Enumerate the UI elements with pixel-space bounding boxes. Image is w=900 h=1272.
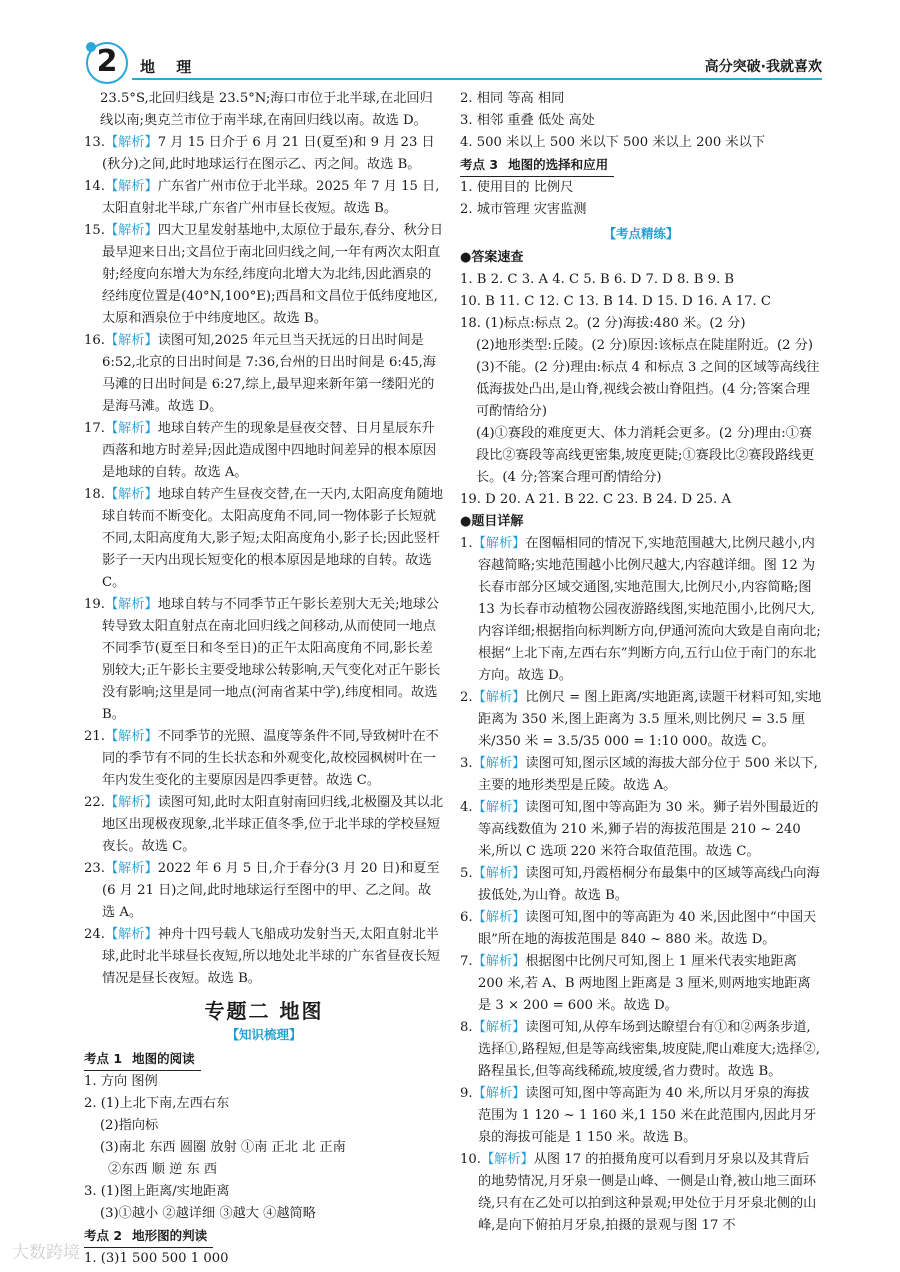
analysis-tag: 【解析】 <box>104 421 158 436</box>
header-rule <box>132 78 822 80</box>
page-header <box>0 0 900 88</box>
analysis-tag: 【解析】 <box>472 756 526 771</box>
answer-item <box>460 907 822 951</box>
key-point-title: 地图的阅读 <box>132 1051 195 1066</box>
analysis-tag: 【解析】 <box>472 536 526 551</box>
watermark-logo: 大数跨境 <box>12 1243 80 1263</box>
answer-text: 7 月 15 日介于 6 月 21 日(夏至)和 9 月 23 日(秋分)之间,此时地球运行在图示乙、丙之间。故选 B。 <box>102 135 435 172</box>
answer-number: 23. <box>84 861 105 876</box>
key-point-number: 考点 2 <box>84 1228 123 1243</box>
header-slogan: 高分突破·我就喜欢 <box>704 59 822 75</box>
answer-number: 13. <box>84 135 105 150</box>
text-line: ②东西 顺 逆 东 西 <box>108 1162 218 1177</box>
answer-item <box>84 132 444 176</box>
text-line: 2. (1)上北下南,左西右东 <box>84 1096 230 1111</box>
analysis-tag: 【解析】 <box>472 1020 526 1035</box>
analysis-tag: 【解析】 <box>472 866 526 881</box>
analysis-tag: 【解析】 <box>104 795 158 810</box>
analysis-tag: 【解析】 <box>104 135 158 150</box>
answer-text: 读图可知,图示区域的海拔大部分位于 500 米以下,主要的地形类型是丘陵。故选 A。 <box>478 756 818 793</box>
text-line: 19. D 20. A 21. B 22. C 23. B 24. D 25. A <box>460 492 731 507</box>
answer-text: 在图幅相同的情况下,实地范围越大,比例尺越小,内容越简略;实地范围越小比例尺越大,内容越详细。图 12 为长春市部分区域交通图,实地范围大,比例尺小,内容简略;图 13 为长春市动植物公园夜游路线图,实地范围小,比例尺大,内容详细;根据指向标判断方向,伊通河流向大致是自南向北;根据“上北下南,左西右东”判断方向,五行山位于南门的东北方向。故选 D。 <box>478 536 821 683</box>
key-point-label <box>84 1225 213 1248</box>
answer-item <box>84 330 444 418</box>
answer-number: 18. <box>84 487 105 502</box>
answer-text: 2022 年 6 月 5 日,介于春分(3 月 20 日)和夏至(6 月 21 日)之间,此时地球运行至图中的甲、乙之间。故选 A。 <box>102 861 440 920</box>
answer-text: 读图可知,图中等高距为 40 米,所以月牙泉的海拔范围为 1 120 ~ 1 160 米,1 150 米在此范围内,因此月牙泉的海拔可能是 1 150 米。故选 B。 <box>478 1086 817 1145</box>
analysis-tag: 【解析】 <box>104 333 158 348</box>
answer-text: 神舟十四号载人飞船成功发射当天,太阳直射北半球,此时北半球昼长夜短,所以地处北半球的广东省昼夜长短情况是昼长夜短。故选 B。 <box>102 927 441 986</box>
text-line: (3)南北 东西 圆圈 放射 ①南 正北 北 正南 <box>100 1140 346 1155</box>
answer-text: 地球自转产生的现象是昼夜交替、日月星辰东升西落和地方时差异;因此造成图中四地时间差异的根本原因是地球的自转。故选 A。 <box>102 421 437 480</box>
key-point-title: 地图的选择和应用 <box>508 157 609 172</box>
answer-number: 14. <box>84 179 105 194</box>
answer-item <box>84 594 444 726</box>
section-label: 【考点精练】 <box>603 226 679 241</box>
answer-item <box>460 533 822 687</box>
answer-text: 四大卫星发射基地中,太原位于最东,春分、秋分日最早迎来日出;文昌位于南北回归线之间,一年有两次太阳直射;经度向东增大为东经,纬度向北增大为北纬,因此酒泉的经纬度位置是(40°N,100°E);西昌和文昌位于低纬度地区,太原和酒泉位于中纬度地区。故选 B。 <box>102 223 444 326</box>
analysis-tag: 【解析】 <box>104 861 158 876</box>
answer-text: 不同季节的光照、温度等条件不同,导致树叶在不同的季节有不同的生长状态和外观变化,故校园枫树叶在一年内发生变化的主要原因是四季更替。故选 C。 <box>102 729 439 788</box>
answer-item <box>84 924 444 990</box>
answer-item <box>84 792 444 858</box>
answer-item <box>460 1083 822 1149</box>
answer-item <box>84 418 444 484</box>
answer-item <box>460 863 822 907</box>
text-line: 18. (1)标点:标点 2。(2 分)海拔:480 米。(2 分) <box>460 316 746 331</box>
answer-text: 读图可知,丹霞梧桐分布最集中的区域等高线凸向海拔低处,为山脊。故选 B。 <box>478 866 820 903</box>
answer-text: 广东省广州市位于北半球。2025 年 7 月 15 日,太阳直射北半球,广东省广州市昼长夜短。故选 B。 <box>102 179 440 216</box>
answer-text: 读图可知,图中等高距为 30 米。狮子岩外围最近的等高线数值为 210 米,狮子岩的海拔范围是 210 ~ 240 米,所以 C 选项 220 米符合取值范围。故选 C。 <box>478 800 819 859</box>
answer-number: 21. <box>84 729 105 744</box>
analysis-tag: 【解析】 <box>472 910 526 925</box>
text-line: 1. 使用目的 比例尺 <box>460 180 574 195</box>
analysis-tag: 【解析】 <box>104 597 158 612</box>
answer-number: 10. <box>460 1152 481 1167</box>
text-line: (2)指向标 <box>100 1118 159 1133</box>
answer-item <box>460 1017 822 1083</box>
analysis-tag: 【解析】 <box>104 487 158 502</box>
answer-text: 从图 17 的拍摄角度可以看到月牙泉以及其背后的地势情况,月牙泉一侧是山峰、一侧是山脊,被山地三面环绕,只有在乙处可以拍到这种景观;甲处位于月牙泉北侧的山峰,是向下俯拍月牙泉,拍摄的景观与图 17 不 <box>478 1152 817 1233</box>
text-line: (2)地形类型:丘陵。(2 分)原因:该标点在陡崖附近。(2 分) <box>476 338 814 353</box>
key-point-title: 地形图的判读 <box>132 1228 208 1243</box>
answer-item <box>84 726 444 792</box>
analysis-tag: 【解析】 <box>104 223 158 238</box>
answer-number: 22. <box>84 795 105 810</box>
answer-text: 读图可知,2025 年元旦当天抚远的日出时间是6:52,北京的日出时间是 7:36,台州的日出时间是 6:45,海马滩的日出时间是 6:27,综上,最早迎来新年第一缕阳光的是海马滩。故选 D。 <box>102 333 436 414</box>
answer-text: 比例尺 = 图上距离/实地距离,读题干材料可知,实地距离为 350 米,图上距离为 3.5 厘米,则比例尺 = 3.5 厘米/350 米 = 3.5/35 000 = 1:10 000。故选 C。 <box>478 690 822 749</box>
analysis-tag: 【解析】 <box>472 954 526 969</box>
text-line: 23.5°S,北回归线是 23.5°N;海口市位于北半球,在北回归线以南;奥克兰市位于南半球,在南回归线以南。故选 D。 <box>100 91 433 128</box>
answer-number: 16. <box>84 333 105 348</box>
answer-number: 1. <box>460 536 473 551</box>
text-line: 3. 相邻 重叠 低处 高处 <box>460 113 595 128</box>
analysis-tag: 【解析】 <box>472 1086 526 1101</box>
answer-text: 地球自转产生昼夜交替,在一天内,太阳高度角随地球自转而不断变化。太阳高度角不同,同一物体影子长短就不同,太阳高度角大,影子短;太阳高度角小,影子长;因此竖杆影子一天内出现长短变化的根本原因是地球的自转。故选 C。 <box>102 487 444 590</box>
answer-text: 读图可知,此时太阳直射南回归线,北极圈及其以北地区出现极夜现象,北半球正值冬季,位于北半球的学校昼短夜长。故选 C。 <box>102 795 444 854</box>
text-line: 2. 相同 等高 相同 <box>460 91 565 106</box>
answer-number: 19. <box>84 597 105 612</box>
text-line: 3. (1)图上距离/实地距离 <box>84 1184 230 1199</box>
text-line: 1. 方向 图例 <box>84 1074 158 1089</box>
subsection-heading: ●题目详解 <box>460 514 524 529</box>
text-line: 10. B 11. C 12. C 13. B 14. D 15. D 16. A 17. C <box>460 294 771 309</box>
analysis-tag: 【解析】 <box>472 690 526 705</box>
text-line: (4)①赛段的难度更大、体力消耗会更多。(2 分)理由:①赛段比②赛段等高线更密集,坡度更陡;①赛段比②赛段路线更长。(4 分;答案合理可酌情给分) <box>476 426 815 485</box>
text-line: (3)不能。(2 分)理由:标点 4 和标点 3 之间的区域等高线往低海拔处凸出,是山脊,视线会被山脊阻挡。(4 分;答案合理可酌情给分) <box>476 360 820 419</box>
analysis-tag: 【解析】 <box>472 800 526 815</box>
analysis-tag: 【解析】 <box>104 179 158 194</box>
subsection-heading: ●答案速查 <box>460 250 524 265</box>
key-point-heading <box>84 1048 444 1071</box>
analysis-tag: 【解析】 <box>480 1152 534 1167</box>
analysis-tag: 【解析】 <box>104 927 158 942</box>
answer-item <box>84 176 444 220</box>
answer-number: 6. <box>460 910 473 925</box>
answer-number: 9. <box>460 1086 473 1101</box>
analysis-tag: 【解析】 <box>104 729 158 744</box>
key-point-label <box>460 154 614 177</box>
text-line: 1. (3)1 500 500 1 000 <box>84 1251 229 1266</box>
answer-item <box>84 220 444 330</box>
answer-item <box>460 687 822 753</box>
answer-item <box>460 797 822 863</box>
answer-text: 读图可知,从停车场到达瞭望台有①和②两条步道,选择①,路程短,但是等高线密集,坡度陡,爬山难度大;选择②,路程虽长,但等高线稀疏,坡度缓,省力费时。故选 B。 <box>478 1020 820 1079</box>
answer-text: 根据图中比例尺可知,图上 1 厘米代表实地距离 200 米,若 A、B 两地图上距离是 3 厘米,则两地实地距离是 3 × 200 = 600 米。故选 D。 <box>478 954 811 1013</box>
topic-title: 专题二 地图 <box>204 999 324 1023</box>
subject-title: 地 理 <box>140 58 200 76</box>
answer-item <box>460 753 822 797</box>
left-column <box>84 88 444 1270</box>
answer-number: 5. <box>460 866 473 881</box>
answer-item <box>84 858 444 924</box>
text-line: 2. 城市管理 灾害监测 <box>460 202 587 217</box>
answer-number: 3. <box>460 756 473 771</box>
answer-item <box>460 951 822 1017</box>
key-point-heading <box>460 154 822 177</box>
answer-text: 读图可知,图中的等高距为 40 米,因此图中“中国天眼”所在地的海拔范围是 840 ~ 880 米。故选 D。 <box>478 910 817 947</box>
answer-number: 4. <box>460 800 473 815</box>
answer-number: 8. <box>460 1020 473 1035</box>
text-line: 1. B 2. C 3. A 4. C 5. B 6. D 7. D 8. B 9. B <box>460 272 735 287</box>
answer-number: 2. <box>460 690 473 705</box>
text-line: (3)①越小 ②越详细 ③越大 ④越简略 <box>100 1206 316 1221</box>
answer-text: 地球自转与不同季节正午影长差别大无关;地球公转导致太阳直射点在南北回归线之间移动,从而使同一地点不同季节(夏至日和冬至日)的正午太阳高度角不同,影长差别较大;正午影长主要受地球公转影响,天气变化对正午影长没有影响;这里是同一地点(河南省某中学),纬度相同。故选 B。 <box>102 597 441 722</box>
answer-item <box>84 484 444 594</box>
answer-number: 15. <box>84 223 105 238</box>
section-label: 【知识梳理】 <box>226 1027 302 1042</box>
right-column <box>460 88 822 1237</box>
key-point-number: 考点 3 <box>460 157 499 172</box>
text-line: 4. 500 米以上 500 米以下 500 米以上 200 米以下 <box>460 135 766 150</box>
answer-number: 17. <box>84 421 105 436</box>
key-point-number: 考点 1 <box>84 1051 123 1066</box>
key-point-label <box>84 1048 201 1071</box>
answer-item <box>460 1149 822 1237</box>
page-number: 2 <box>96 44 118 79</box>
answer-number: 24. <box>84 927 105 942</box>
key-point-heading <box>84 1225 444 1248</box>
answer-number: 7. <box>460 954 473 969</box>
